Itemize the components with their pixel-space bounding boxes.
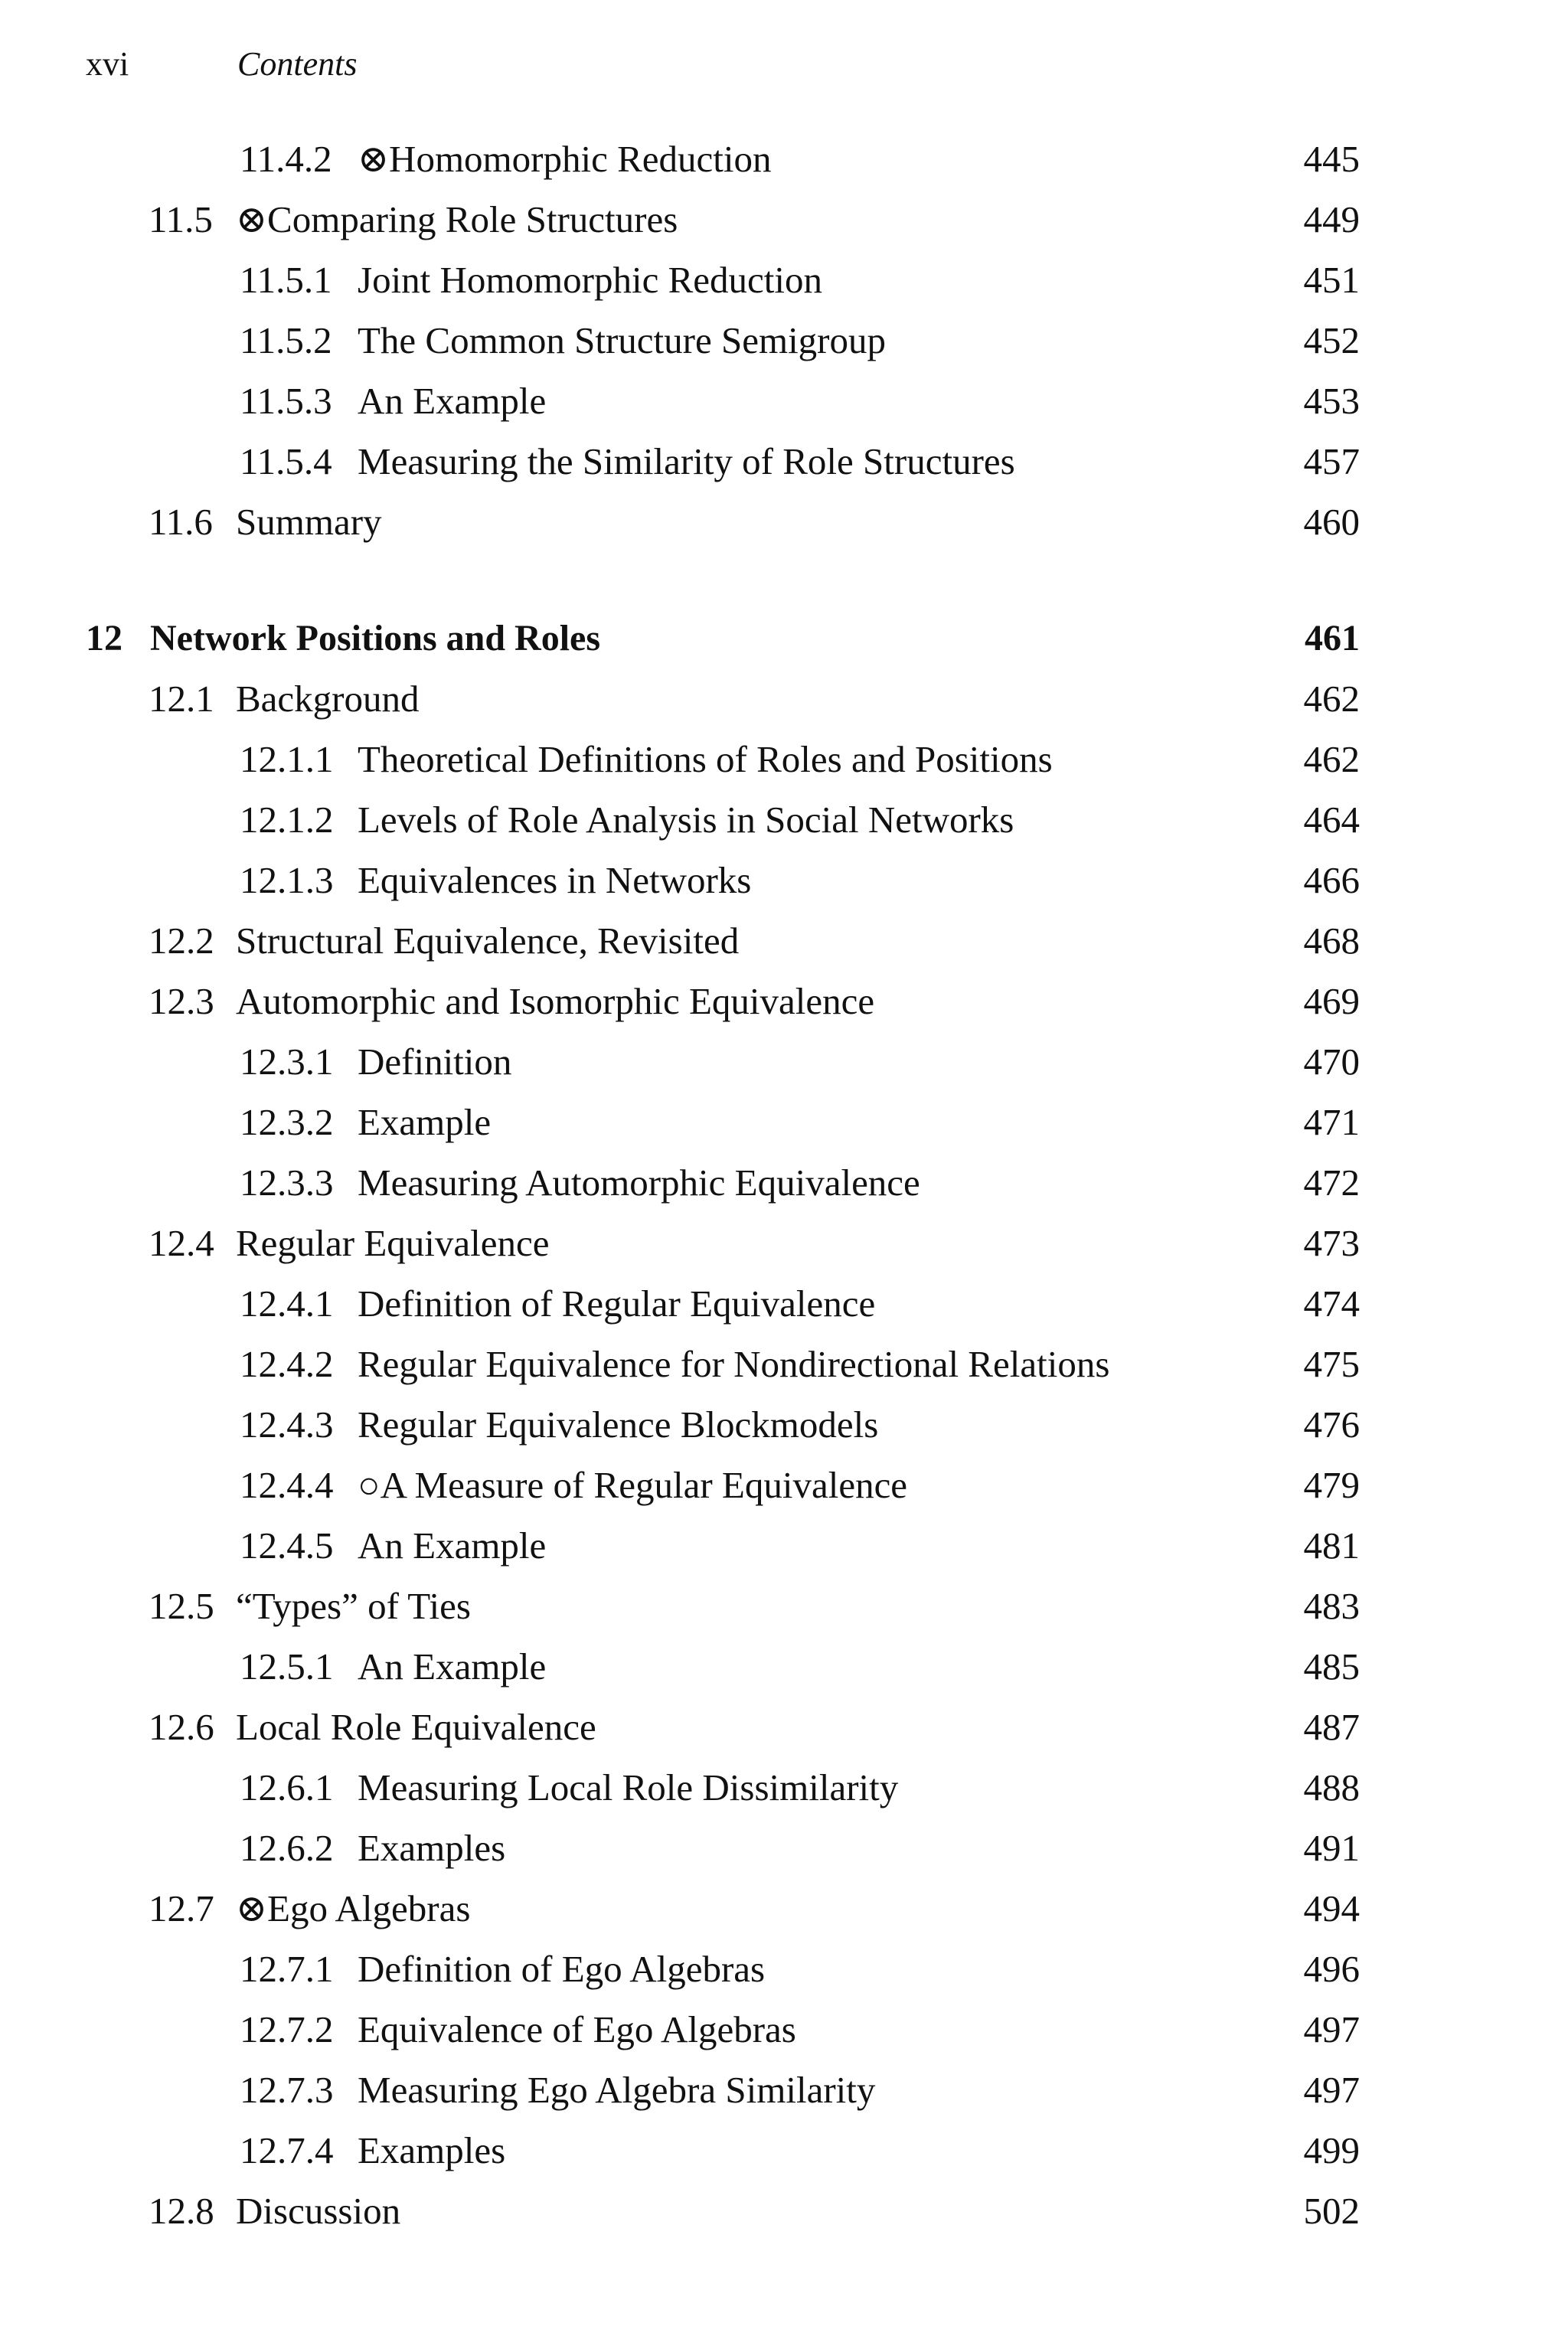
toc-entry-page: 487 [1303, 1706, 1360, 1748]
toc-entry-page: 475 [1303, 1343, 1360, 1385]
toc-entry-number: 11.5.2 [240, 319, 332, 361]
toc-entry-number: 12.1.2 [240, 799, 334, 841]
toc-entry-number: 12.7 [149, 1887, 214, 1929]
toc-entry-page: 481 [1303, 1524, 1360, 1567]
toc-subsection-entry [0, 1636, 1568, 1697]
toc-entry-number: 12.4.4 [240, 1464, 334, 1506]
toc-entry-page: 474 [1303, 1282, 1360, 1325]
toc-subsection-entry [0, 1031, 1568, 1092]
toc-entry-title: ○A Measure of Regular Equivalence [358, 1464, 908, 1506]
toc-entry-title: Joint Homomorphic Reduction [358, 259, 822, 301]
toc-section-entry [0, 1213, 1568, 1273]
toc-chapter-entry [0, 608, 1568, 668]
toc-entry-title: Examples [358, 2129, 506, 2171]
toc-entry-title: Theoretical Definitions of Roles and Positions [358, 738, 1053, 780]
toc-subsection-entry [0, 1455, 1568, 1515]
toc-entry-title: Summary [236, 501, 382, 543]
toc-entry-page: 476 [1303, 1403, 1360, 1446]
toc-section-entry [0, 2181, 1568, 2241]
toc-entry-number: 11.5.3 [240, 380, 332, 422]
toc-subsection-entry [0, 1092, 1568, 1152]
toc-entry-title: ⊗Ego Algebras [236, 1887, 471, 1929]
toc-entry-number: 11.5 [149, 198, 213, 240]
toc-entry-number: 12.7.4 [240, 2129, 334, 2171]
toc-entry-number: 12.7.2 [240, 2008, 334, 2050]
toc-entry-title: Examples [358, 1827, 506, 1869]
toc-subsection-entry [0, 1818, 1568, 1878]
toc-entry-title: Measuring Local Role Dissimilarity [358, 1766, 899, 1808]
toc-entry-number: 12.6.1 [240, 1766, 334, 1808]
toc-entry-title: Regular Equivalence Blockmodels [358, 1403, 879, 1446]
toc-group-chapter-11 [0, 129, 1568, 552]
toc-entry-title: ⊗Comparing Role Structures [236, 198, 678, 240]
toc-subsection-entry [0, 310, 1568, 371]
toc-entry-page: 469 [1303, 980, 1360, 1022]
toc-entry-page: 496 [1303, 1948, 1360, 1990]
toc-subsection-entry [0, 1999, 1568, 2060]
toc-entry-page: 483 [1303, 1585, 1360, 1627]
toc-entry-title: An Example [358, 1524, 547, 1567]
toc-entry-title: Definition of Regular Equivalence [358, 1282, 876, 1325]
toc-entry-title: ⊗Homomorphic Reduction [358, 138, 772, 180]
toc-entry-number: 12.6.2 [240, 1827, 334, 1869]
toc-entry-title: Regular Equivalence [236, 1222, 550, 1264]
toc-subsection-entry [0, 1515, 1568, 1576]
toc-entry-page: 491 [1303, 1827, 1360, 1869]
toc-subsection-entry [0, 2120, 1568, 2181]
toc-entry-page: 445 [1303, 138, 1360, 180]
toc-entry-title: Measuring the Similarity of Role Structures [358, 440, 1015, 482]
toc-entry-title: Levels of Role Analysis in Social Networks [358, 799, 1014, 841]
toc-entry-page: 468 [1303, 920, 1360, 962]
toc-entry-page: 499 [1303, 2129, 1360, 2171]
toc-entry-number: 11.4.2 [240, 138, 332, 180]
page-folio: xvi [86, 45, 129, 83]
toc-entry-number: 12.4.1 [240, 1282, 334, 1325]
toc-entry-number: 12.4.5 [240, 1524, 334, 1567]
toc-entry-number: 12.2 [149, 920, 214, 962]
toc-entry-page: 462 [1303, 738, 1360, 780]
toc-subsection-entry [0, 729, 1568, 789]
toc-entry-page: 472 [1303, 1161, 1360, 1204]
toc-entry-number: 11.5.1 [240, 259, 332, 301]
toc-entry-page: 457 [1303, 440, 1360, 482]
page-header [86, 47, 357, 81]
toc-section-entry [0, 1576, 1568, 1636]
toc-entry-number: 11.6 [149, 501, 213, 543]
toc-entry-number: 12.4.3 [240, 1403, 334, 1446]
toc-entry-number: 12.4.2 [240, 1343, 334, 1385]
toc-entry-number: 11.5.4 [240, 440, 332, 482]
toc-entry-number: 12.1.1 [240, 738, 334, 780]
toc-entry-page: 494 [1303, 1887, 1360, 1929]
toc-entry-page: 479 [1303, 1464, 1360, 1506]
toc-entry-title: Equivalences in Networks [358, 859, 752, 901]
toc-section-entry [0, 971, 1568, 1031]
toc-entry-page: 451 [1303, 259, 1360, 301]
toc-entry-title: Automorphic and Isomorphic Equivalence [236, 980, 875, 1022]
toc-entry-number: 12.5.1 [240, 1645, 334, 1687]
toc-subsection-entry [0, 1939, 1568, 1999]
toc-entry-number: 12.3.3 [240, 1161, 334, 1204]
toc-entry-number: 12.3 [149, 980, 214, 1022]
toc-entry-title: An Example [358, 1645, 547, 1687]
toc-entry-page: 453 [1303, 380, 1360, 422]
toc-entry-number: 12.1 [149, 678, 214, 720]
toc-entry-number: 12 [86, 618, 122, 658]
toc-entry-title: Equivalence of Ego Algebras [358, 2008, 796, 2050]
toc-entry-title: Discussion [236, 2190, 401, 2232]
toc-section-entry [0, 1878, 1568, 1939]
toc-entry-number: 12.6 [149, 1706, 214, 1748]
toc-entry-title: “Types” of Ties [236, 1585, 471, 1627]
toc-subsection-entry [0, 789, 1568, 850]
toc-subsection-entry [0, 371, 1568, 431]
toc-entry-title: Background [236, 678, 420, 720]
toc-entry-number: 12.3.1 [240, 1041, 334, 1083]
toc-entry-title: Example [358, 1101, 492, 1143]
toc-subsection-entry [0, 1273, 1568, 1334]
toc-entry-title: Measuring Automorphic Equivalence [358, 1161, 920, 1204]
toc-entry-page: 470 [1303, 1041, 1360, 1083]
toc-entry-page: 471 [1303, 1101, 1360, 1143]
toc-entry-page: 497 [1303, 2008, 1360, 2050]
toc-entry-title: An Example [358, 380, 547, 422]
toc-entry-number: 12.8 [149, 2190, 214, 2232]
toc-subsection-entry [0, 1152, 1568, 1213]
toc-entry-page: 497 [1303, 2069, 1360, 2111]
toc-subsection-entry [0, 2060, 1568, 2120]
chapter-gap [0, 552, 1568, 608]
toc-subsection-entry [0, 850, 1568, 910]
toc-subsection-entry [0, 431, 1568, 492]
toc-entry-title: Local Role Equivalence [236, 1706, 596, 1748]
toc-entry-page: 466 [1303, 859, 1360, 901]
toc-entry-number: 12.7.3 [240, 2069, 334, 2111]
toc-entry-title: The Common Structure Semigroup [358, 319, 886, 361]
toc-entry-page: 473 [1303, 1222, 1360, 1264]
toc-entry-number: 12.3.2 [240, 1101, 334, 1143]
toc-entry-page: 502 [1303, 2190, 1360, 2232]
toc-entry-page: 462 [1303, 678, 1360, 720]
toc-entry-page: 485 [1303, 1645, 1360, 1687]
toc-subsection-entry [0, 1334, 1568, 1394]
toc-entry-number: 12.7.1 [240, 1948, 334, 1990]
toc-section-entry [0, 910, 1568, 971]
toc-section-entry [0, 189, 1568, 250]
toc-entry-title: Definition [358, 1041, 512, 1083]
toc-entry-title: Network Positions and Roles [150, 618, 601, 658]
toc-subsection-entry [0, 1757, 1568, 1818]
toc-entry-title: Measuring Ego Algebra Similarity [358, 2069, 876, 2111]
toc-entry-page: 449 [1303, 198, 1360, 240]
toc-entry-number: 12.1.3 [240, 859, 334, 901]
toc-entry-number: 12.5 [149, 1585, 214, 1627]
running-head: Contents [237, 45, 358, 83]
toc-section-entry [0, 1697, 1568, 1757]
toc-entry-title: Structural Equivalence, Revisited [236, 920, 740, 962]
toc-subsection-entry [0, 129, 1568, 189]
toc-subsection-entry [0, 1394, 1568, 1455]
toc-entry-page: 461 [1305, 618, 1360, 658]
toc-entry-number: 12.4 [149, 1222, 214, 1264]
table-of-contents [0, 129, 1568, 2241]
toc-entry-title: Definition of Ego Algebras [358, 1948, 766, 1990]
toc-section-entry [0, 668, 1568, 729]
toc-section-entry [0, 492, 1568, 552]
toc-entry-page: 460 [1303, 501, 1360, 543]
toc-entry-page: 488 [1303, 1766, 1360, 1808]
toc-entry-title: Regular Equivalence for Nondirectional Relations [358, 1343, 1110, 1385]
toc-entry-page: 464 [1303, 799, 1360, 841]
toc-subsection-entry [0, 250, 1568, 310]
toc-entry-page: 452 [1303, 319, 1360, 361]
toc-group-chapter-12 [0, 608, 1568, 2241]
